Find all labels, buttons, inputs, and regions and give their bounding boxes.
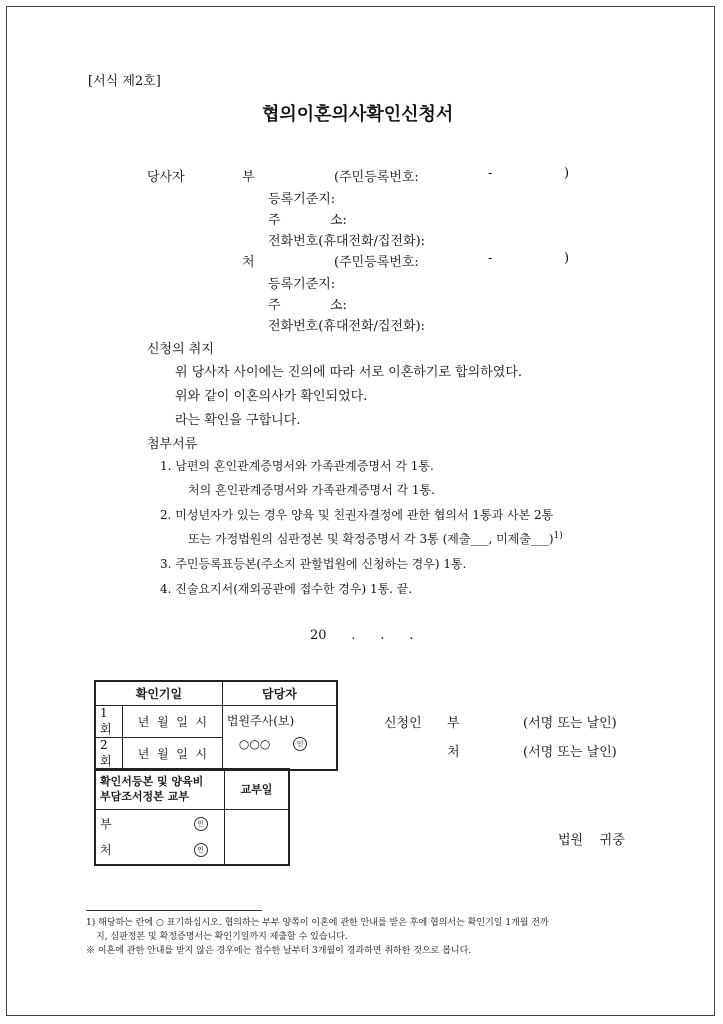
confirm-date-header: 확인기일 <box>95 681 222 705</box>
delivery-wife-row <box>100 837 220 863</box>
officer-header: 담당자 <box>222 681 337 705</box>
round-1-label: 1회 <box>95 705 123 737</box>
footnote-1: 1) 해당하는 란에 ○ 표기하십시오. 협의하는 부부 양쪽이 이혼에 관한 안내를 받은 후에 협의서는 확인기일 1개월 전까 <box>86 918 549 928</box>
attachment-item-1a: 1. 남편의 혼인관계증명서와 가족관계증명서 각 1통. <box>160 459 434 473</box>
attachment-item-1b: 처의 혼인관계증명서와 가족관계증명서 각 1통. <box>188 483 435 497</box>
delivery-husband: 부 <box>100 816 112 831</box>
footnote-separator <box>86 910 262 911</box>
officer-cell <box>222 705 337 770</box>
attachments-heading: 첨부서류 <box>147 437 198 452</box>
purpose-heading: 신청의 취지 <box>147 342 214 357</box>
delivery-wife: 처 <box>100 842 112 857</box>
husband-rrn-dash: - <box>488 166 493 181</box>
wife-rrn-close: ) <box>564 251 570 266</box>
round-2-label: 2회 <box>95 737 123 770</box>
delivery-husband-row <box>100 811 220 837</box>
husband-address-b: 소: <box>330 213 347 228</box>
purpose-line-3: 라는 확인을 구합니다. <box>175 413 301 428</box>
seal-icon: 인 <box>194 817 208 831</box>
purpose-line-2: 위와 같이 이혼의사가 확인되었다. <box>175 389 368 404</box>
attachment-item-3: 3. 주민등록표등본(주소지 관할법원에 신청하는 경우) 1통. <box>160 557 467 571</box>
wife-address-a: 주 <box>268 298 281 313</box>
date-line: 20 . . . <box>310 628 414 643</box>
footnote-2: ※ 이혼에 관한 안내를 받지 않은 경우에는 접수한 날부터 3개월이 경과하면 취하한 것으로 봅니다. <box>86 946 472 956</box>
husband-rrn-label: (주민등록번호: <box>334 170 419 185</box>
wife-register-label: 등록기준지: <box>268 277 336 292</box>
delivery-table <box>94 768 290 866</box>
husband-address-a: 주 <box>268 213 281 228</box>
wife-address-b: 소: <box>330 298 347 313</box>
signature-wife: 처 <box>447 745 460 760</box>
signature-wife-sign: (서명 또는 날인) <box>523 745 617 760</box>
footnote-1-cont: 지, 심판정본 및 확정증명서는 확인기일까지 제출할 수 있습니다. <box>96 932 348 942</box>
signature-husband: 부 <box>447 716 460 731</box>
delivery-date-header: 교부일 <box>225 769 290 809</box>
signature-husband-sign: (서명 또는 날인) <box>523 716 617 731</box>
parties-label: 당사자 <box>147 170 185 185</box>
delivery-header <box>95 769 225 809</box>
purpose-line-1: 위 당사자 사이에는 진의에 따라 서로 이혼하기로 합의하였다. <box>175 365 523 380</box>
attachment-item-2a: 2. 미성년자가 있는 경우 양육 및 친권자결정에 관한 협의서 1통과 사본 2통 <box>160 508 554 522</box>
footnote-ref: 1) <box>553 531 563 541</box>
husband-label: 부 <box>242 170 255 185</box>
wife-rrn-dash: - <box>488 251 493 266</box>
delivery-date-cell <box>225 809 290 865</box>
form-number: [서식 제2호] <box>88 74 161 89</box>
husband-phone-label: 전화번호(휴대전화/집전화): <box>268 234 426 249</box>
husband-register-label: 등록기준지: <box>268 192 336 207</box>
officer-name-row <box>227 737 332 752</box>
round-2-date: 년 월 일 시 <box>123 737 223 770</box>
court-recipient: 법원 귀중 <box>558 833 625 848</box>
confirm-table <box>94 680 338 771</box>
attachment-item-4: 4. 진술요지서(재외공관에 접수한 경우) 1통. 끝. <box>160 582 413 596</box>
seal-icon: 인 <box>293 737 307 751</box>
husband-rrn-close: ) <box>564 166 570 181</box>
round-1-date: 년 월 일 시 <box>123 705 223 737</box>
seal-icon: 인 <box>194 843 208 857</box>
wife-phone-label: 전화번호(휴대전화/집전화): <box>268 319 426 334</box>
delivery-header-line-1: 확인서등본 및 양육비 <box>100 775 204 789</box>
attachment-item-2b <box>188 530 563 547</box>
attachment-item-2b-text: 또는 가정법원의 심판정본 및 확정증명서 각 3통 (제출___, 미제출___) <box>188 532 554 546</box>
wife-rrn-label: (주민등록번호: <box>334 255 419 270</box>
officer-title: 법원주사(보) <box>226 713 295 728</box>
wife-label: 처 <box>242 255 255 270</box>
officer-name: ○○○ <box>238 736 271 751</box>
applicant-label: 신청인 <box>384 716 422 731</box>
delivery-recipients <box>95 809 225 865</box>
delivery-header-line-2: 부담조서정본 교부 <box>100 790 189 804</box>
page-title: 협의이혼의사확인신청서 <box>262 104 454 125</box>
